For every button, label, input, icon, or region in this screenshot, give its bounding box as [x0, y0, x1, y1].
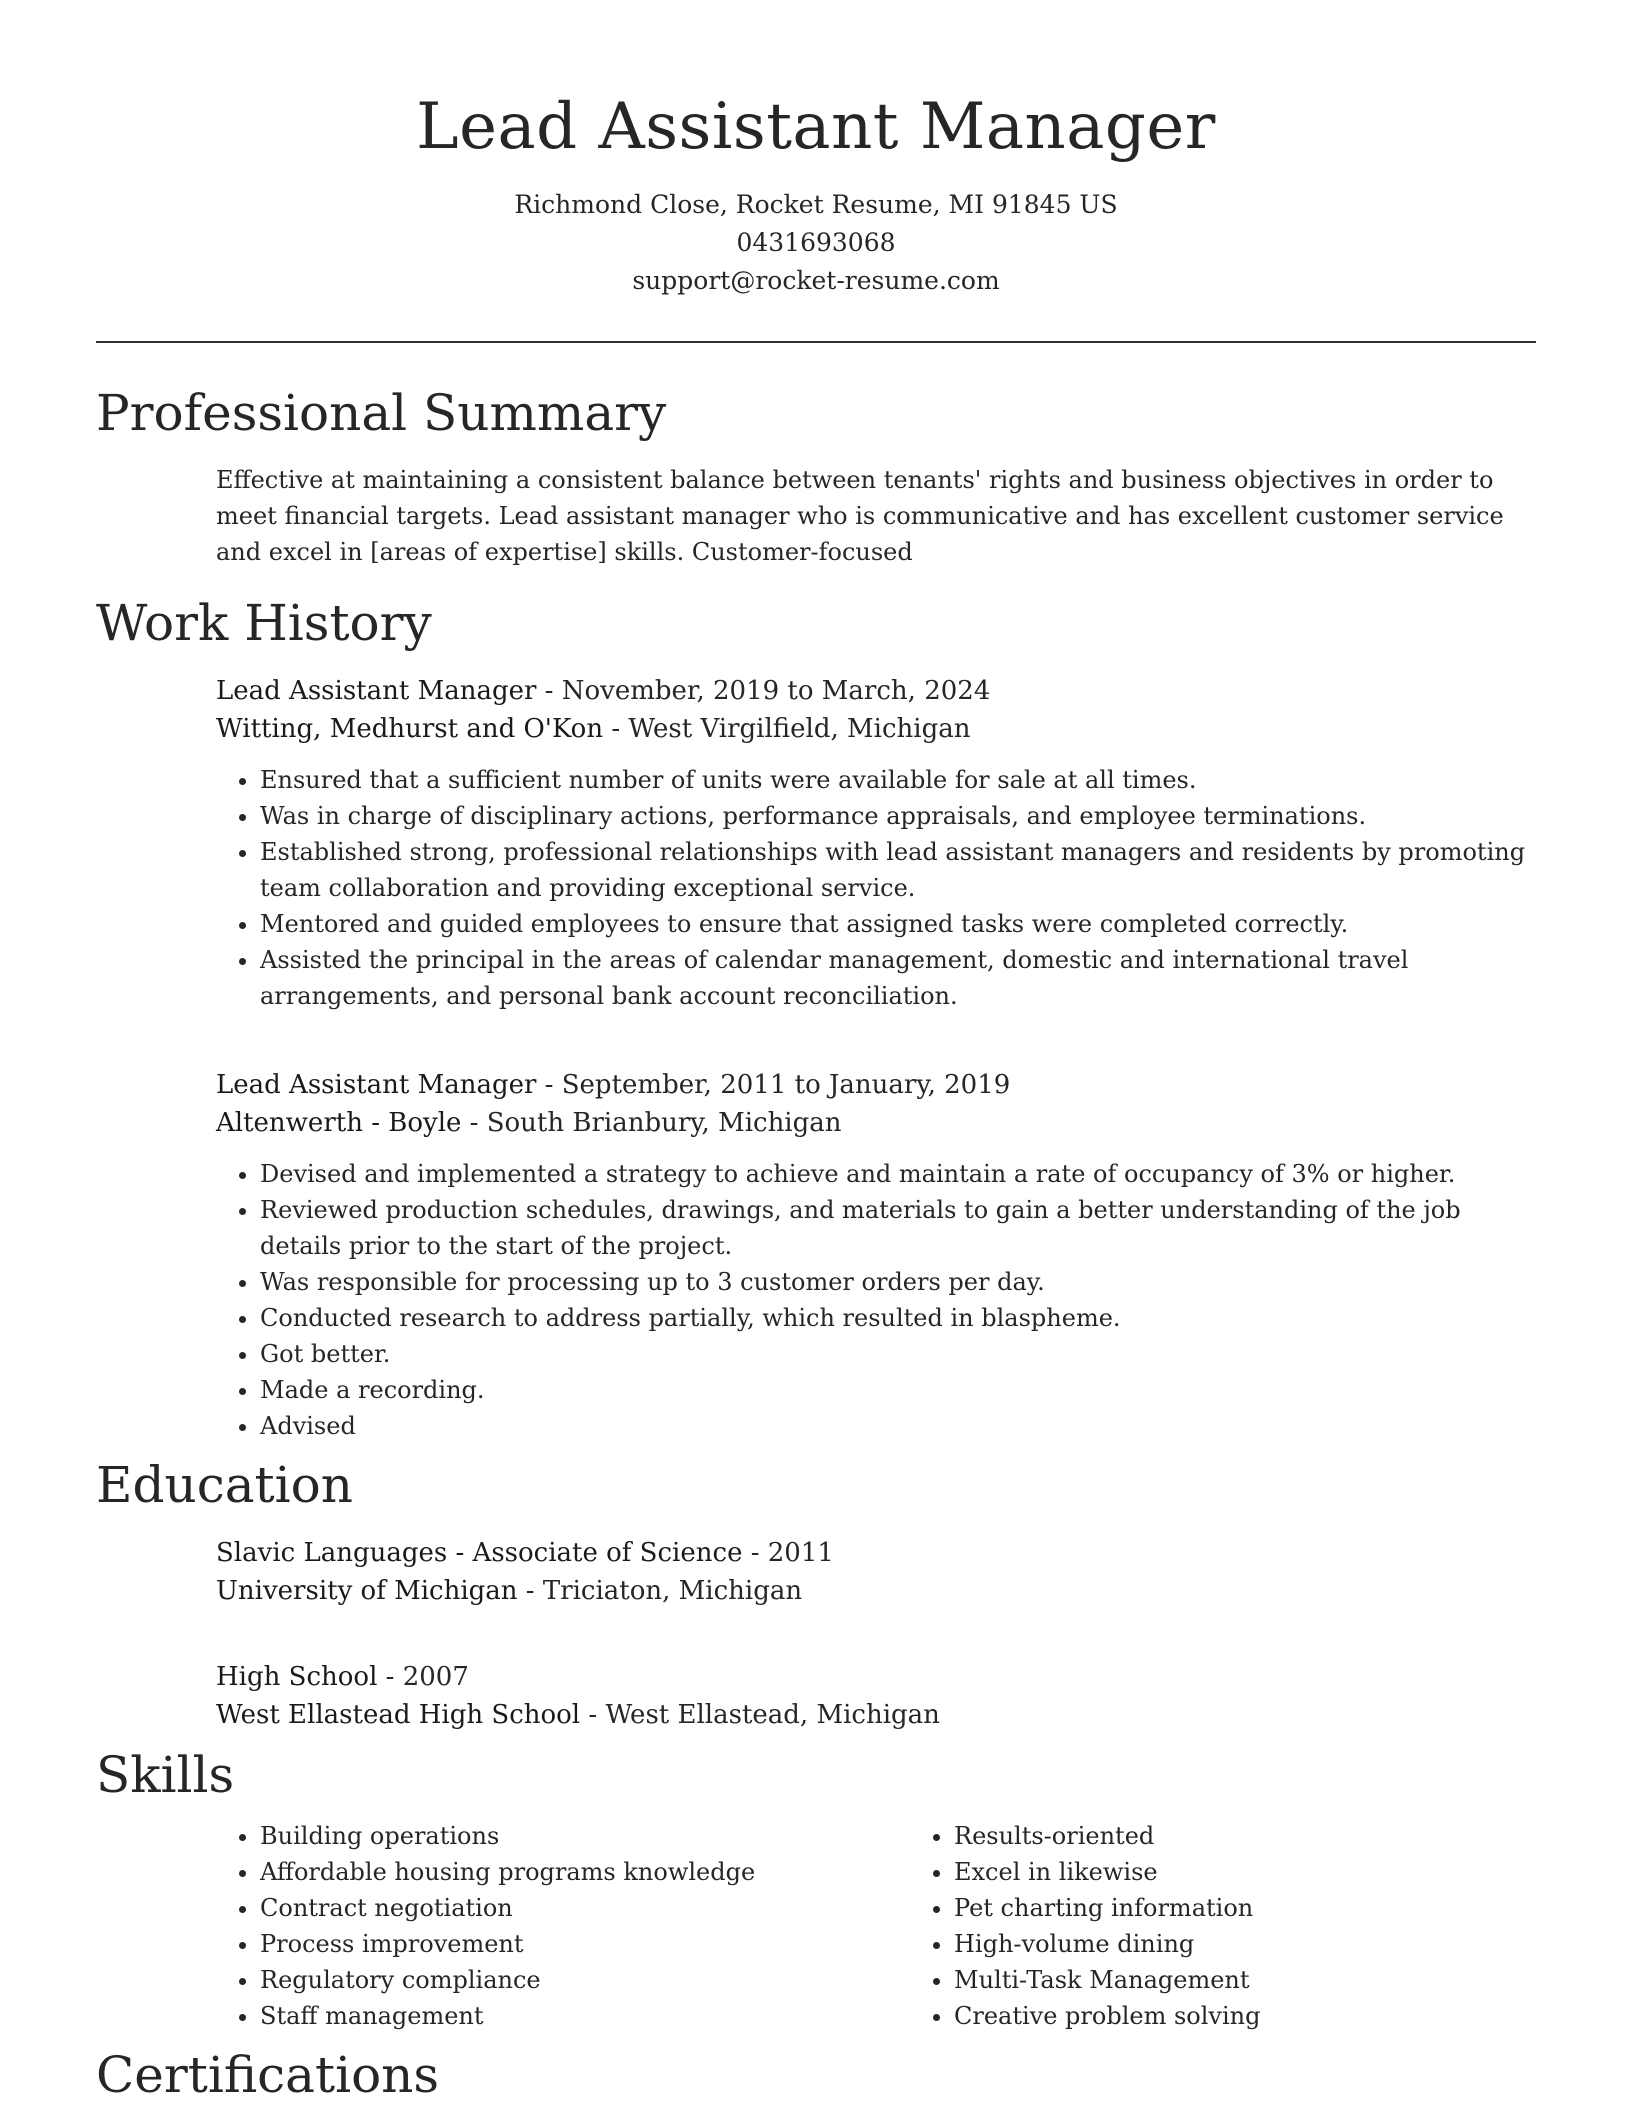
- job-company: Witting, Medhurst and O'Kon: [216, 714, 604, 744]
- skill-item: • Affordable housing programs knowledge: [260, 1854, 910, 1890]
- candidate-name: Lead Assistant Manager: [416, 90, 1216, 164]
- skill-item: • Regulatory compliance: [260, 1962, 910, 1998]
- job-title-line: [216, 672, 1536, 710]
- work-history-heading: Work History: [96, 594, 432, 652]
- education-year: - 2007: [377, 1662, 469, 1692]
- job-bullet: • Was responsible for processing up to 3 customer orders per day.: [260, 1264, 1536, 1300]
- education-degree-line: [216, 1658, 1536, 1696]
- job-company-line: [216, 710, 1536, 748]
- job-bullet: • Reviewed production schedules, drawings, and materials to gain a better understanding of the job details prior to the start of the project.: [260, 1192, 1536, 1264]
- education-school-line: [216, 1572, 1536, 1610]
- education-entry: [216, 1534, 1536, 1610]
- job-bullet: • Assisted the principal in the areas of calendar management, domestic and international travel arrangements, and personal bank account reconciliation.: [260, 942, 1536, 1014]
- job-bullets: [216, 1156, 1536, 1444]
- job-entry: [216, 672, 1536, 1014]
- phone: 0431693068: [736, 228, 896, 257]
- summary-body: [216, 462, 1536, 570]
- job-position: Lead Assistant Manager: [216, 676, 537, 706]
- job-entry: [216, 1066, 1536, 1444]
- email: support@rocket-resume.com: [632, 266, 1000, 295]
- skill-item: • Staff management: [260, 1998, 910, 2034]
- skills-list-left: [216, 1818, 910, 2034]
- job-bullet: • Was in charge of disciplinary actions, performance appraisals, and employee terminations.: [260, 798, 1536, 834]
- certifications-heading: Certifications: [96, 2046, 440, 2104]
- summary-text: Effective at maintaining a consistent balance between tenants' rights and business objectives in order to meet financial targets. Lead assistant manager who is communicative and has excellent customer service and excel in [areas of expertise] skills. Customer-focused: [216, 466, 1504, 566]
- education-heading: Education: [96, 1456, 353, 1514]
- header-divider: [96, 341, 1536, 343]
- skill-item: • Contract negotiation: [260, 1890, 910, 1926]
- job-bullet: • Devised and implemented a strategy to achieve and maintain a rate of occupancy of 3% or higher.: [260, 1156, 1536, 1192]
- skills-list-right: [910, 1818, 1604, 2034]
- education-year: - 2011: [742, 1538, 834, 1568]
- job-bullet: • Established strong, professional relationships with lead assistant managers and residents by promoting team collaboration and providing exceptional service.: [260, 834, 1536, 906]
- education-school: West Ellastead High School: [216, 1700, 581, 1730]
- job-company: Altenwerth - Boyle: [216, 1108, 462, 1138]
- education-field: Slavic Languages: [216, 1538, 448, 1568]
- skill-item: • Excel in likewise: [954, 1854, 1604, 1890]
- skill-item: • Multi-Task Management: [954, 1962, 1604, 1998]
- skill-item: • Building operations: [260, 1818, 910, 1854]
- education-degree-line: [216, 1534, 1536, 1572]
- contact-info: [0, 186, 1632, 300]
- education-degree: - Associate of Science: [447, 1538, 743, 1568]
- skill-item: • Results-oriented: [954, 1818, 1604, 1854]
- job-dates: - September, 2011 to January, 2019: [536, 1070, 1011, 1100]
- education-entry: [216, 1658, 1536, 1734]
- skills-heading: Skills: [96, 1746, 235, 1804]
- job-location: - South Brianbury, Michigan: [461, 1108, 842, 1138]
- skill-item: • Pet charting information: [954, 1890, 1604, 1926]
- education-location: - Triciaton, Michigan: [517, 1576, 803, 1606]
- job-bullet: • Conducted research to address partially, which resulted in blaspheme.: [260, 1300, 1536, 1336]
- job-dates: - November, 2019 to March, 2024: [536, 676, 991, 706]
- address: Richmond Close, Rocket Resume, MI 91845 US: [514, 190, 1118, 219]
- job-location: - West Virgilfield, Michigan: [603, 714, 971, 744]
- job-bullet: • Got better.: [260, 1336, 1536, 1372]
- job-bullet: • Ensured that a sufficient number of units were available for sale at all times.: [260, 762, 1536, 798]
- skill-item: • Creative problem solving: [954, 1998, 1604, 2034]
- job-title-line: [216, 1066, 1536, 1104]
- work-history-body: [216, 672, 1536, 1444]
- job-bullets: [216, 762, 1536, 1014]
- education-school-line: [216, 1696, 1536, 1734]
- job-position: Lead Assistant Manager: [216, 1070, 537, 1100]
- job-bullet: • Mentored and guided employees to ensure that assigned tasks were completed correctly.: [260, 906, 1536, 942]
- summary-heading: Professional Summary: [96, 384, 667, 442]
- resume-header: [0, 82, 1632, 300]
- education-field: High School: [216, 1662, 378, 1692]
- education-location: - West Ellastead, Michigan: [580, 1700, 940, 1730]
- skill-item: • High-volume dining: [954, 1926, 1604, 1962]
- skills-body: [216, 1818, 1536, 2034]
- education-body: [216, 1534, 1536, 1734]
- education-school: University of Michigan: [216, 1576, 518, 1606]
- resume-content: [96, 378, 1536, 2110]
- skills-columns: [216, 1818, 1536, 2034]
- job-bullet: • Made a recording.: [260, 1372, 1536, 1408]
- job-company-line: [216, 1104, 1536, 1142]
- job-bullet: • Advised: [260, 1408, 1536, 1444]
- skill-item: • Process improvement: [260, 1926, 910, 1962]
